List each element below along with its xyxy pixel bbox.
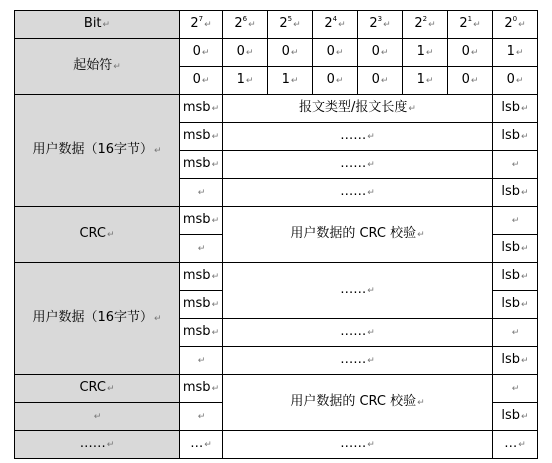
paragraph-mark: ↵: [380, 48, 389, 58]
lsb-label: lsb: [501, 352, 521, 367]
paragraph-mark: ↵: [515, 48, 524, 58]
paragraph-mark: ↵: [106, 440, 115, 450]
paragraph-mark: ↵: [338, 20, 346, 30]
paragraph-mark: ↵: [335, 48, 344, 58]
ellipsis-cell: [223, 263, 493, 319]
lsb-label: lsb: [501, 296, 521, 311]
empty-cell: [493, 375, 538, 403]
bit-value: [403, 39, 448, 67]
paragraph-mark: ↵: [417, 398, 425, 408]
paragraph-mark: ↵: [211, 216, 220, 226]
paragraph-mark: ↵: [245, 76, 254, 86]
paragraph-mark: ↵: [197, 188, 206, 198]
frame-format-table: [14, 10, 538, 459]
paragraph-mark: ↵: [425, 76, 434, 86]
crc-label: CRC: [79, 380, 106, 395]
paragraph-mark: ↵: [470, 76, 479, 86]
bit-digit: 0: [461, 44, 470, 59]
paragraph-mark: ↵: [521, 244, 529, 254]
paragraph-mark: ↵: [511, 160, 520, 170]
base: 2: [190, 16, 199, 31]
paragraph-mark: ↵: [211, 104, 220, 114]
start-char-row-1: [15, 39, 538, 67]
exponent: 4: [332, 15, 338, 23]
ellipsis-label: ……: [340, 282, 367, 297]
paragraph-mark: ↵: [197, 412, 206, 422]
ellipsis-cell: [223, 347, 493, 375]
empty-cell: [493, 319, 538, 347]
bit-value: [448, 67, 493, 95]
paragraph-mark: ↵: [204, 20, 212, 30]
base: 2: [324, 16, 333, 31]
ellipsis-cell: [223, 319, 493, 347]
paragraph-mark: ↵: [511, 216, 520, 226]
bit-1-header: [448, 11, 493, 39]
empty-cell: [493, 151, 538, 179]
tail-right-ellipsis: …: [504, 436, 518, 451]
msb-label: msb: [182, 100, 211, 115]
exponent: 6: [242, 15, 248, 23]
lsb-cell: [493, 263, 538, 291]
ellipsis-label: ……: [340, 184, 367, 199]
bit-value: [448, 39, 493, 67]
crc-1-label-cell: [15, 207, 180, 263]
paragraph-mark: ↵: [102, 20, 111, 30]
paragraph-mark: ↵: [380, 76, 389, 86]
ellipsis-label: ……: [340, 352, 367, 367]
empty-cell: [180, 403, 223, 431]
bit-7-header: [180, 11, 223, 39]
crc-1-row-1: [15, 207, 538, 235]
paragraph-mark: ↵: [383, 20, 391, 30]
user-data-2-row-1: [15, 263, 538, 291]
bit-digit: 0: [326, 44, 335, 59]
lsb-cell: [493, 179, 538, 207]
bit-value: [493, 67, 538, 95]
tail-row: [15, 431, 538, 459]
lsb-cell: [493, 403, 538, 431]
paragraph-mark: ↵: [211, 300, 220, 310]
exponent: 1: [467, 15, 473, 23]
msb-cell: [180, 263, 223, 291]
tail-ellipsis: ……: [79, 436, 106, 451]
paragraph-mark: ↵: [367, 132, 375, 142]
bit-6-header: [223, 11, 268, 39]
paragraph-mark: ↵: [113, 62, 121, 72]
crc-2-row-1: [15, 375, 538, 403]
paragraph-mark: ↵: [211, 272, 220, 282]
msb-cell: [180, 375, 223, 403]
msb-cell: [180, 207, 223, 235]
paragraph-mark: ↵: [211, 328, 220, 338]
paragraph-mark: ↵: [367, 286, 375, 296]
user-data-1-label-cell: [15, 95, 180, 207]
user-data-label: 用户数据（16字节）: [32, 310, 153, 325]
tail-label-cell: [15, 431, 180, 459]
bit-2-header: [403, 11, 448, 39]
paragraph-mark: ↵: [521, 412, 529, 422]
user-data-2-label-cell: [15, 263, 180, 375]
bit-value: [358, 39, 403, 67]
exponent: 2: [422, 15, 428, 23]
empty-cell: [180, 347, 223, 375]
paragraph-mark: ↵: [428, 20, 436, 30]
bit-digit: 0: [461, 72, 470, 87]
exponent: 5: [287, 15, 293, 23]
bit-value: [180, 67, 223, 95]
base: 2: [369, 16, 378, 31]
paragraph-mark: ↵: [367, 328, 375, 338]
paragraph-mark: ↵: [335, 76, 344, 86]
paragraph-mark: ↵: [154, 146, 162, 156]
bit-digit: 0: [192, 44, 201, 59]
bit-0-header: [493, 11, 538, 39]
base: 2: [504, 16, 513, 31]
bit-digit: 0: [281, 44, 290, 59]
paragraph-mark: ↵: [511, 328, 520, 338]
msb-label: msb: [182, 128, 211, 143]
paragraph-mark: ↵: [197, 356, 206, 366]
paragraph-mark: ↵: [518, 20, 526, 30]
bit-4-header: [313, 11, 358, 39]
bit-value: [223, 39, 268, 67]
paragraph-mark: ↵: [470, 48, 479, 58]
paragraph-mark: ↵: [293, 20, 301, 30]
paragraph-mark: ↵: [408, 104, 416, 114]
bit-3-header: [358, 11, 403, 39]
empty-cell: [180, 235, 223, 263]
tail-left-cell: [180, 431, 223, 459]
user-data-label: 用户数据（16字节）: [32, 142, 153, 157]
paragraph-mark: ↵: [211, 384, 220, 394]
bit-digit: 1: [236, 72, 245, 87]
lsb-label: lsb: [501, 268, 521, 283]
empty-cell: [493, 207, 538, 235]
base: 2: [279, 16, 288, 31]
paragraph-mark: ↵: [367, 160, 375, 170]
lsb-label: lsb: [501, 100, 521, 115]
bit-header-cell: [15, 11, 180, 39]
exponent: 3: [377, 15, 383, 23]
msb-label: msb: [182, 156, 211, 171]
bit-digit: 0: [326, 72, 335, 87]
crc-check-cell: [223, 375, 493, 431]
paragraph-mark: ↵: [245, 48, 254, 58]
bit-label: Bit: [83, 16, 102, 31]
lsb-label: lsb: [501, 128, 521, 143]
bit-digit: 1: [506, 44, 515, 59]
paragraph-mark: ↵: [107, 230, 115, 240]
bit-value: [223, 67, 268, 95]
paragraph-mark: ↵: [211, 132, 220, 142]
bit-value: [268, 39, 313, 67]
ellipsis-label: ……: [340, 324, 367, 339]
crc-2-label-cell: [15, 375, 180, 403]
bit-digit: 0: [236, 44, 245, 59]
tail-left-ellipsis: …: [190, 436, 204, 451]
paragraph-mark: ↵: [473, 20, 481, 30]
ellipsis-cell: [223, 151, 493, 179]
message-type-length-cell: [223, 95, 493, 123]
empty-cell: [180, 179, 223, 207]
bit-digit: 1: [416, 72, 425, 87]
message-type-length-label: 报文类型/报文长度: [299, 100, 408, 115]
lsb-cell: [493, 235, 538, 263]
lsb-cell: [493, 123, 538, 151]
paragraph-mark: ↵: [367, 356, 375, 366]
paragraph-mark: ↵: [515, 76, 524, 86]
bit-digit: 0: [371, 44, 380, 59]
base: 2: [459, 16, 468, 31]
bit-value: [268, 67, 313, 95]
bit-value: [358, 67, 403, 95]
frame-format-table-container: [14, 10, 538, 459]
exponent: 7: [198, 15, 204, 23]
bit-value: [403, 67, 448, 95]
bit-digit: 0: [506, 72, 515, 87]
ellipsis-label: ……: [340, 156, 367, 171]
paragraph-mark: ↵: [417, 230, 425, 240]
bit-value: [313, 67, 358, 95]
base: 2: [234, 16, 243, 31]
lsb-label: lsb: [501, 184, 521, 199]
bit-digit: 1: [416, 44, 425, 59]
crc-check-label: 用户数据的 CRC 校验: [290, 226, 417, 241]
ellipsis-label: ……: [340, 128, 367, 143]
msb-label: msb: [182, 380, 211, 395]
crc-label: CRC: [79, 226, 106, 241]
user-data-1-row-1: [15, 95, 538, 123]
paragraph-mark: ↵: [425, 48, 434, 58]
crc-check-label: 用户数据的 CRC 校验: [290, 394, 417, 409]
paragraph-mark: ↵: [511, 384, 520, 394]
paragraph-mark: ↵: [521, 356, 529, 366]
bit-value: [313, 39, 358, 67]
lsb-cell: [493, 95, 538, 123]
bit-digit: 0: [371, 72, 380, 87]
crc-check-cell: [223, 207, 493, 263]
msb-cell: [180, 319, 223, 347]
bit-value: [180, 39, 223, 67]
paragraph-mark: ↵: [201, 48, 210, 58]
bit-5-header: [268, 11, 313, 39]
msb-cell: [180, 291, 223, 319]
paragraph-mark: ↵: [93, 412, 102, 422]
paragraph-mark: ↵: [107, 384, 115, 394]
exponent: 0: [512, 15, 518, 23]
start-char-label-cell: [15, 39, 180, 95]
bit-value: [493, 39, 538, 67]
msb-label: msb: [182, 296, 211, 311]
bit-digit: 1: [281, 72, 290, 87]
paragraph-mark: ↵: [201, 76, 210, 86]
lsb-cell: [493, 291, 538, 319]
paragraph-mark: ↵: [197, 244, 206, 254]
start-char-label: 起始符: [73, 58, 113, 73]
paragraph-mark: ↵: [518, 440, 526, 450]
msb-label: msb: [182, 324, 211, 339]
paragraph-mark: ↵: [521, 104, 529, 114]
paragraph-mark: ↵: [367, 440, 375, 450]
paragraph-mark: ↵: [521, 300, 529, 310]
paragraph-mark: ↵: [521, 188, 529, 198]
paragraph-mark: ↵: [154, 314, 162, 324]
tail-mid-ellipsis: ……: [340, 436, 367, 451]
bit-digit: 0: [192, 72, 201, 87]
msb-cell: [180, 151, 223, 179]
paragraph-mark: ↵: [290, 76, 299, 86]
msb-label: msb: [182, 212, 211, 227]
paragraph-mark: ↵: [204, 440, 212, 450]
msb-cell: [180, 123, 223, 151]
lsb-label: lsb: [501, 240, 521, 255]
paragraph-mark: ↵: [521, 272, 529, 282]
paragraph-mark: ↵: [367, 188, 375, 198]
lsb-cell: [493, 347, 538, 375]
msb-cell: [180, 95, 223, 123]
paragraph-mark: ↵: [290, 48, 299, 58]
paragraph-mark: ↵: [248, 20, 256, 30]
ellipsis-cell: [223, 179, 493, 207]
tail-right-cell: [493, 431, 538, 459]
msb-label: msb: [182, 268, 211, 283]
lsb-label: lsb: [501, 408, 521, 423]
header-row: [15, 11, 538, 39]
paragraph-mark: ↵: [521, 132, 529, 142]
base: 2: [414, 16, 423, 31]
ellipsis-cell: [223, 123, 493, 151]
tail-mid-cell: [223, 431, 493, 459]
empty-label-cell: [15, 403, 180, 431]
paragraph-mark: ↵: [211, 160, 220, 170]
